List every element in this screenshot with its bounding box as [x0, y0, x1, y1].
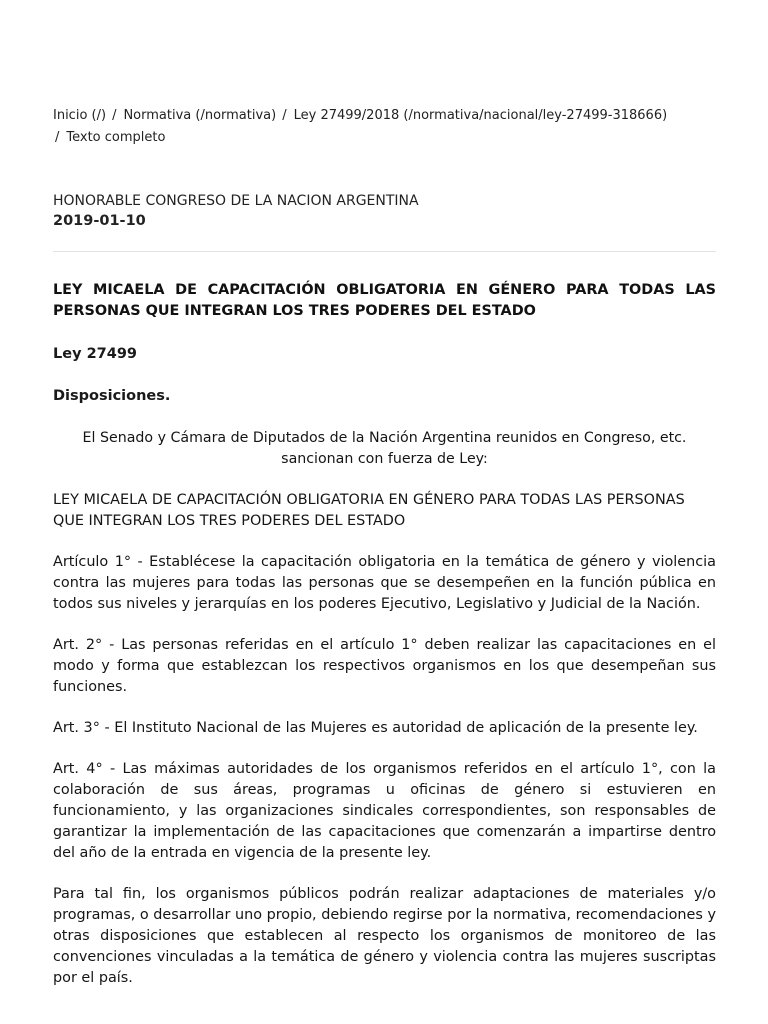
breadcrumb-link-normativa[interactable]: Normativa (/normativa)	[123, 108, 277, 123]
article-2: Art. 2° - Las personas referidas en el artículo 1° deben realizar las capacitaciones en el modo y forma que establezcan los respectivos organismos en los que desempeñan sus funciones.	[53, 637, 716, 695]
document-title: LEY MICAELA DE CAPACITACIÓN OBLIGATORIA EN GÉNERO PARA TODAS LAS PERSONAS QUE INTEGRAN LOS TRES PODERES DEL ESTADO	[53, 282, 716, 319]
divider	[53, 251, 716, 252]
issuer: HONORABLE CONGRESO DE LA NACION ARGENTINA	[53, 193, 419, 209]
breadcrumb-current: Texto completo	[66, 130, 166, 145]
enactment-formula: El Senado y Cámara de Diputados de la Nación Argentina reunidos en Congreso, etc. sancionan con fuerza de Ley:	[82, 430, 687, 467]
article-4-paragraph-2: Para tal fin, los organismos públicos podrán realizar adaptaciones de materiales y/o programas, o desarrollar uno propio, debiendo regirse por la normativa, recomendaciones y otras disposiciones que establecen al respecto los organismos de monitoreo de las convenciones vinculadas a la temática de género y violencia contra las mujeres suscriptas por el país.	[53, 886, 716, 986]
law-number: Ley 27499	[53, 346, 138, 362]
publication-date: 2019-01-10	[53, 213, 146, 229]
breadcrumb-link-inicio[interactable]: Inicio (/)	[53, 108, 107, 123]
breadcrumb	[53, 0, 716, 149]
breadcrumb-link-ley[interactable]: Ley 27499/2018 (/normativa/nacional/ley-27499-318666)	[293, 108, 668, 123]
law-title: LEY MICAELA DE CAPACITACIÓN OBLIGATORIA EN GÉNERO PARA TODAS LAS PERSONAS QUE INTEGRAN LOS TRES PODERES DEL ESTADO	[53, 492, 685, 529]
article-4: Art. 4° - Las máximas autoridades de los organismos referidos en el artículo 1°, con la colaboración de sus áreas, programas u oficinas de género si estuvieren en funcionamiento, y las organizaciones sindicales correspondientes, son responsables de garantizar la implementación de las capacitaciones que comenzarán a impartirse dentro del año de la entrada en vigencia de la presente ley.	[53, 761, 716, 861]
article-1: Artículo 1° - Establécese la capacitación obligatoria en la temática de género y violencia contra las mujeres para todas las personas que se desempeñen en la función pública en todos sus niveles y jerarquías en los poderes Ejecutivo, Legislativo y Judicial de la Nación.	[53, 554, 716, 612]
breadcrumb-separator: /	[282, 108, 287, 123]
law-subject: Disposiciones.	[53, 388, 171, 404]
breadcrumb-separator: /	[112, 108, 117, 123]
breadcrumb-separator: /	[55, 130, 60, 145]
article-3: Art. 3° - El Instituto Nacional de las Mujeres es autoridad de aplicación de la presente ley.	[53, 720, 698, 736]
